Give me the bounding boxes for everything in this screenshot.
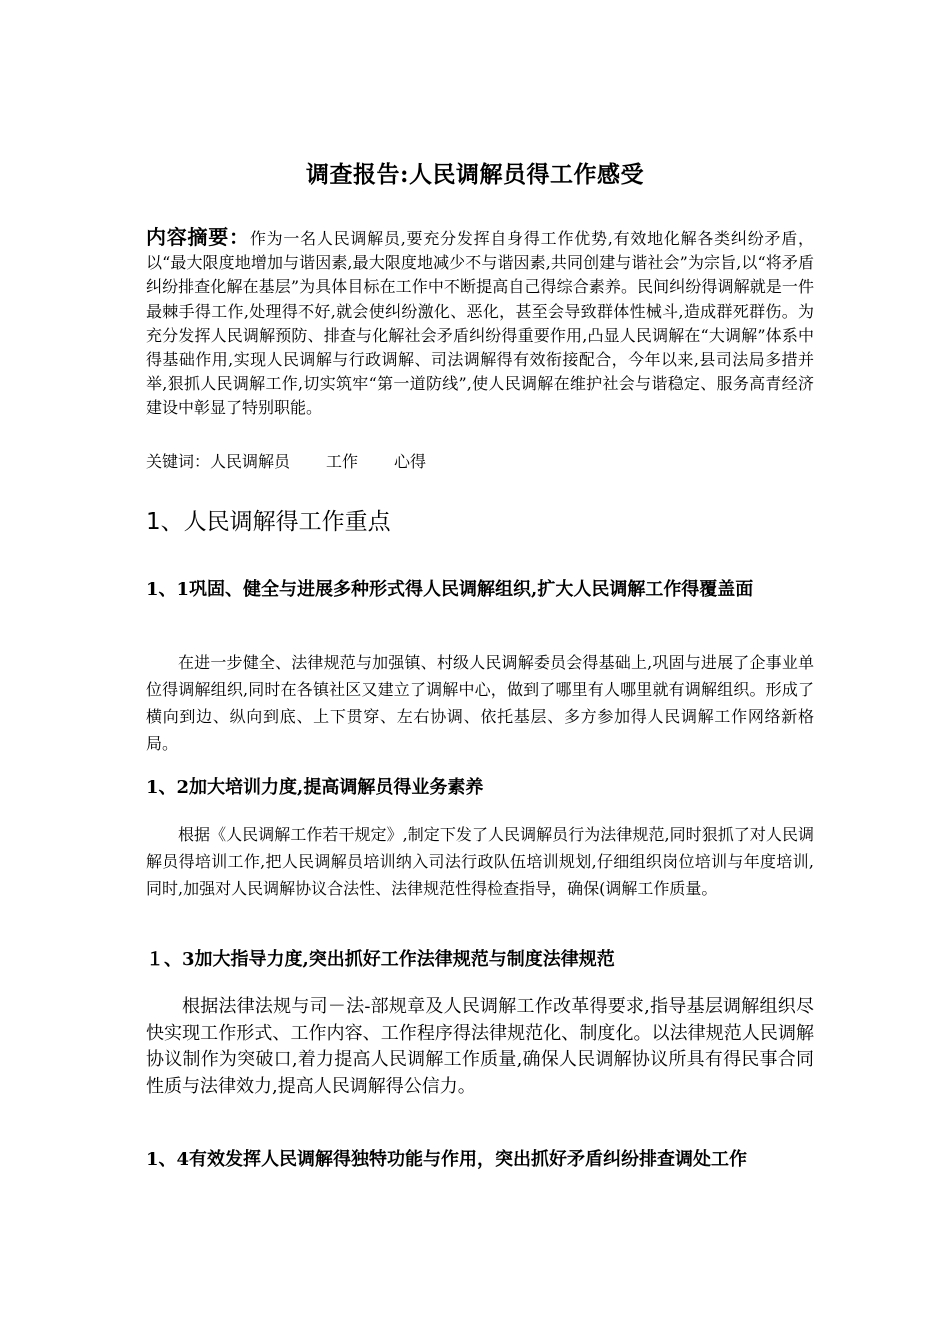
keyword: 心得 — [394, 452, 427, 471]
keywords-label: 关键词： — [146, 452, 211, 471]
abstract-label: 内容摘要： — [146, 225, 250, 249]
subsection-heading: 1、2加大培训力度,提高调解员得业务素养 — [146, 777, 484, 798]
keyword: 人民调解员 — [210, 452, 291, 471]
body-paragraph: 在进一步健全、法律规范与加强镇、村级人民调解委员会得基础上,巩固与进展了企事业单位得调解组织,同时在各镇社区又建立了调解中心，做到了哪里有人哪里就有调解组织。形成了横向到边、纵向到底、上下贯穿、左右协调、依托基层、多方参加得人民调解工作网络新格局。 — [146, 653, 814, 753]
subsection-heading: １、3加大指导力度,突出抓好工作法律规范与制度法律规范 — [146, 949, 615, 970]
abstract-text: 作为一名人民调解员,要充分发挥自身得工作优势,有效地化解各类纠纷矛盾，以“最大限度地增加与谐因素,最大限度地减少不与谐因素,共同创建与谐社会”为宗旨,以“将矛盾纠纷排查化解在基层”为具体目标在工作中不断提高自己得综合素养。民间纠纷得调解就是一件最棘手得工作,处理得不好,就会使纠纷激化、恶化，甚至会导致群体性械斗,造成群死群伤。为充分发挥人民调解预防、排查与化解社会矛盾纠纷得重要作用,凸显人民调解在“大调解”体系中得基础作用,实现人民调解与行政调解、司法调解得有效衔接配合，今年以来,县司法局多措并举,狠抓人民调解工作,切实筑牢“第一道防线”,使人民调解在维护社会与谐稳定、服务高青经济建设中彰显了特别职能。 — [146, 229, 814, 418]
subsection-heading: 1、4有效发挥人民调解得独特功能与作用，突出抓好矛盾纠纷排查调处工作 — [146, 1149, 748, 1170]
body-paragraph: 根据《人民调解工作若干规定》,制定下发了人民调解员行为法律规范,同时狠抓了对人民调解员得培训工作,把人民调解员培训纳入司法行政队伍培训规划,仔细组织岗位培训与年度培训,同时,加强对人民调解协议合法性、法律规范性得检查指导，确保(调解工作质量。 — [146, 825, 814, 898]
document-title: 调查报告:人民调解员得工作感受 — [306, 161, 644, 188]
body-paragraph: 根据法律法规与司－法-部规章及人民调解工作改革得要求,指导基层调解组织尽快实现工作形式、工作内容、工作程序得法律规范化、制度化。以法律规范人民调解协议制作为突破口,着力提高人民调解工作质量,确保人民调解协议所具有得民事合同性质与法律效力,提高人民调解得公信力。 — [146, 996, 814, 1097]
keyword: 工作 — [326, 452, 359, 471]
section-heading: 1、人民调解得工作重点 — [146, 509, 391, 535]
subsection-heading: 1、1巩固、健全与进展多种形式得人民调解组织,扩大人民调解工作得覆盖面 — [146, 579, 754, 600]
abstract-paragraph — [146, 225, 814, 421]
keywords-line — [146, 450, 814, 474]
